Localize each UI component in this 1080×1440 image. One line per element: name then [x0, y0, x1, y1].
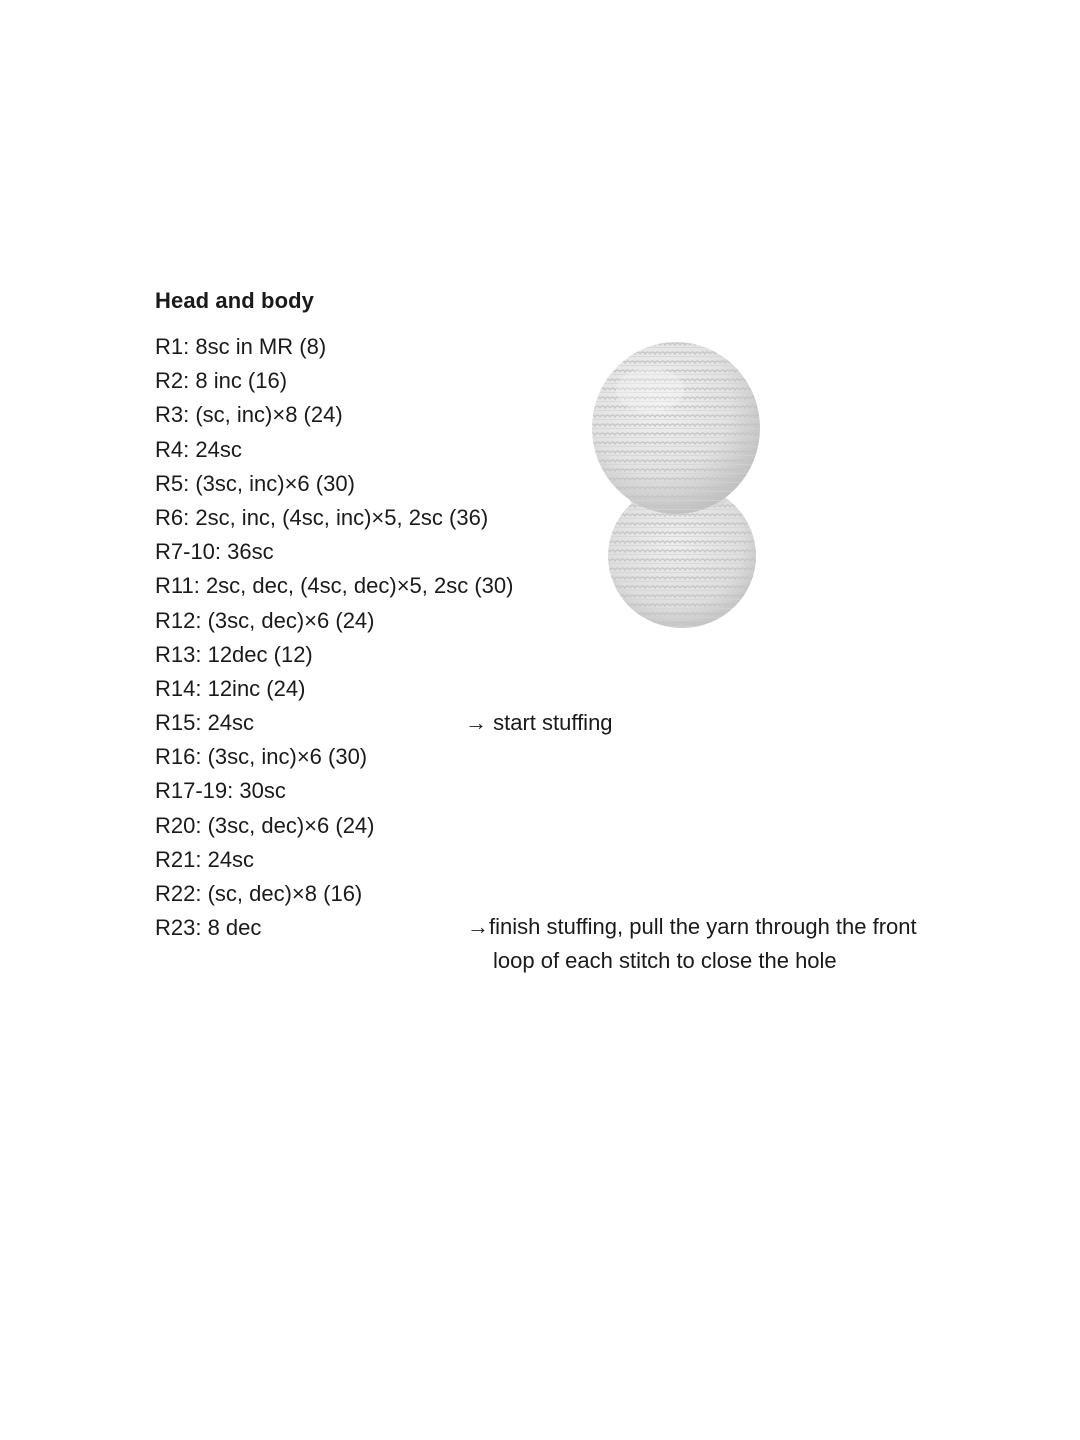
row-instruction: R13: 12dec (12)	[155, 641, 313, 667]
row-instruction: R23: 8 dec	[155, 915, 262, 941]
row-instruction: R3: (sc, inc)×8 (24)	[155, 402, 343, 428]
note-finish-stuffing	[467, 910, 917, 978]
note-finish-line-1: →finish stuffing, pull the yarn through the front	[467, 914, 917, 939]
row-instruction: R1: 8sc in MR (8)	[155, 334, 327, 359]
row-instruction: R7-10: 36sc	[155, 539, 274, 565]
row-instruction: R4: 24sc	[155, 436, 242, 462]
row-instructions-list	[155, 333, 513, 948]
row-instruction: R2: 8 inc (16)	[155, 368, 288, 394]
row-instruction: R21: 24sc	[155, 846, 255, 872]
row-instruction: R5: (3sc, inc)×6 (30)	[155, 470, 355, 496]
row-instruction: R16: (3sc, inc)×6 (30)	[155, 744, 368, 770]
row-instruction: R11: 2sc, dec, (4sc, dec)×5, 2sc (30)	[155, 573, 514, 599]
crochet-head-shape	[592, 342, 760, 514]
note-finish-line-2: loop of each stitch to close the hole	[493, 948, 837, 973]
crochet-piece-photo	[580, 330, 780, 635]
row-instruction: R12: (3sc, dec)×6 (24)	[155, 607, 375, 633]
note-start-stuffing: → start stuffing	[465, 710, 613, 735]
row-instruction: R6: 2sc, inc, (4sc, inc)×5, 2sc (36)	[155, 504, 489, 530]
row-instruction: R17-19: 30sc	[155, 778, 286, 804]
row-instruction: R20: (3sc, dec)×6 (24)	[155, 812, 375, 838]
section-heading: Head and body	[155, 288, 314, 313]
row-instruction: R22: (sc, dec)×8 (16)	[155, 881, 363, 906]
row-instruction: R14: 12inc (24)	[155, 675, 306, 701]
row-instruction: R15: 24sc	[155, 710, 255, 736]
